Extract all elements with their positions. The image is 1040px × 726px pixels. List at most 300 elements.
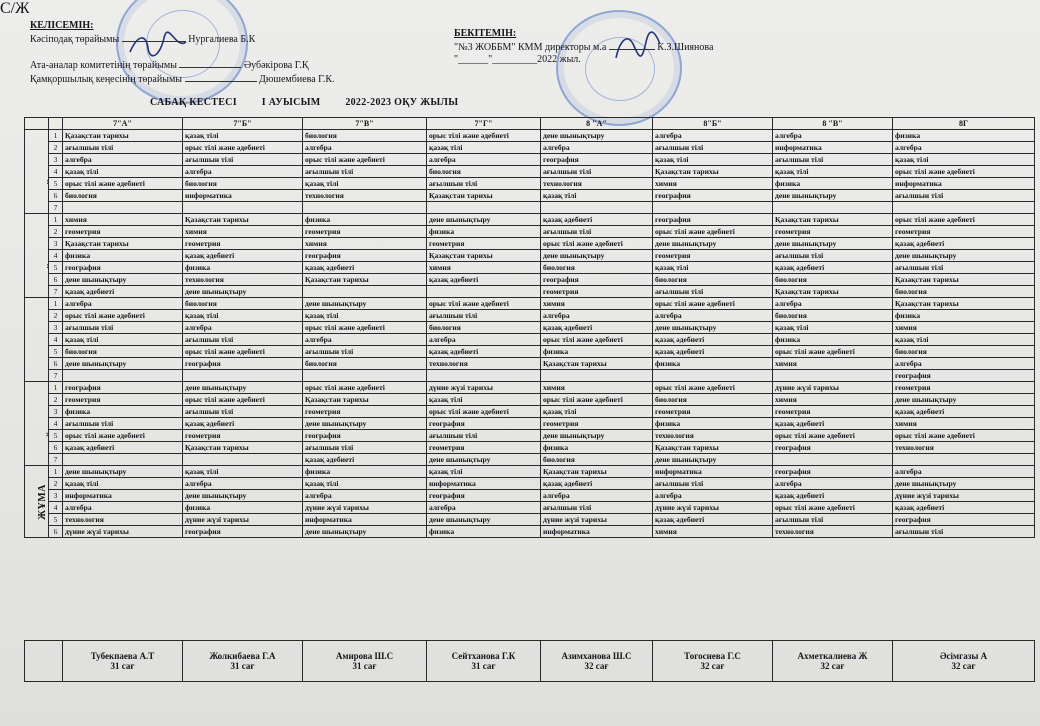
- lesson-cell: физика: [541, 346, 653, 358]
- lesson-cell: қазақ әдебиеті: [893, 502, 1035, 514]
- lesson-cell: ағылшын тілі: [183, 406, 303, 418]
- left-line3-name: Дюшембиева Г.К.: [259, 74, 335, 85]
- lesson-cell: дене шынықтыру: [63, 358, 183, 370]
- teacher-cell: [773, 641, 893, 682]
- lesson-cell: қазақ тілі: [541, 406, 653, 418]
- lesson-cell: орыс тілі және әдебиеті: [427, 406, 541, 418]
- lesson-cell: Қазақстан тарихы: [541, 358, 653, 370]
- teacher-name: Әсімгазы А: [939, 651, 988, 661]
- lesson-cell: ағылшын тілі: [303, 442, 427, 454]
- schedule-row: [25, 454, 1035, 466]
- lesson-cell: геометрия: [653, 250, 773, 262]
- lesson-cell: алгебра: [427, 154, 541, 166]
- schedule-row: [25, 298, 1035, 310]
- lesson-cell: технология: [427, 358, 541, 370]
- schedule-row: [25, 142, 1035, 154]
- teacher-hours: 31 сағ: [471, 661, 496, 671]
- lesson-cell: қазақ тілі: [303, 478, 427, 490]
- lesson-cell: ағылшын тілі: [427, 178, 541, 190]
- lesson-cell: дене шынықтыру: [427, 214, 541, 226]
- schedule-row: [25, 250, 1035, 262]
- lesson-cell: орыс тілі және әдебиеті: [427, 298, 541, 310]
- lesson-cell: биология: [653, 274, 773, 286]
- lesson-cell: дене шынықтыру: [893, 478, 1035, 490]
- lesson-cell: орыс тілі және әдебиеті: [893, 166, 1035, 178]
- lesson-cell: биология: [893, 286, 1035, 298]
- lesson-cell: алгебра: [541, 310, 653, 322]
- lesson-number: 6: [49, 526, 63, 538]
- lesson-cell: дене шынықтыру: [183, 490, 303, 502]
- class-header-3: 7"Г": [427, 118, 541, 130]
- class-header-5: 8"Б": [653, 118, 773, 130]
- day-label: [25, 130, 49, 214]
- teacher-cell: [893, 641, 1035, 682]
- lesson-cell: алгебра: [653, 490, 773, 502]
- lesson-cell: геометрия: [63, 394, 183, 406]
- lesson-cell: химия: [63, 214, 183, 226]
- lesson-number: 6: [49, 274, 63, 286]
- lesson-number: 4: [49, 502, 63, 514]
- lesson-cell: ағылшын тілі: [183, 154, 303, 166]
- right-line1-text: "№3 ЖОББМ" КММ директоры м.а: [454, 42, 607, 53]
- teacher-footer-row: [25, 641, 1035, 682]
- lesson-cell: алгебра: [893, 142, 1035, 154]
- lesson-cell: Қазақстан тарихы: [303, 394, 427, 406]
- lesson-cell: география: [303, 250, 427, 262]
- schedule-row: [25, 286, 1035, 298]
- lesson-cell: технология: [773, 526, 893, 538]
- teacher-hours: 31 сағ: [110, 661, 135, 671]
- schedule-row: [25, 262, 1035, 274]
- lesson-cell: химия: [541, 382, 653, 394]
- schedule-row: [25, 322, 1035, 334]
- day-label: [25, 466, 49, 538]
- lesson-cell: Қазақстан тарихы: [541, 466, 653, 478]
- title-year: 2022-2023 ОҚУ ЖЫЛЫ: [345, 97, 459, 108]
- lesson-cell: геометрия: [893, 382, 1035, 394]
- lesson-cell: биология: [773, 274, 893, 286]
- teacher-cell: [427, 641, 541, 682]
- lesson-cell: геометрия: [303, 226, 427, 238]
- lesson-cell: қазақ әдебиеті: [427, 274, 541, 286]
- lesson-cell: [653, 202, 773, 214]
- lesson-cell: дене шынықтыру: [183, 382, 303, 394]
- lesson-cell: қазақ тілі: [427, 466, 541, 478]
- lesson-cell: қазақ тілі: [427, 394, 541, 406]
- lesson-cell: физика: [427, 226, 541, 238]
- lesson-cell: дене шынықтыру: [541, 250, 653, 262]
- lesson-cell: дүние жүзі тарихы: [653, 502, 773, 514]
- lesson-cell: ағылшын тілі: [773, 154, 893, 166]
- lesson-number: 4: [49, 250, 63, 262]
- lesson-number: 7: [49, 454, 63, 466]
- day-label: [25, 382, 49, 466]
- schedule-row: [25, 334, 1035, 346]
- lesson-cell: алгебра: [427, 502, 541, 514]
- lesson-cell: дүние жүзі тарихы: [773, 382, 893, 394]
- lesson-number: 5: [49, 178, 63, 190]
- day-label: [25, 214, 49, 298]
- teacher-name: Тогосиева Г.С: [684, 651, 741, 661]
- lesson-cell: алгебра: [773, 298, 893, 310]
- lesson-cell: қазақ әдебиеті: [63, 286, 183, 298]
- lesson-cell: Қазақстан тарихы: [893, 274, 1035, 286]
- lesson-number: 4: [49, 334, 63, 346]
- lesson-cell: қазақ тілі: [63, 334, 183, 346]
- lesson-cell: [183, 370, 303, 382]
- lesson-cell: дене шынықтыру: [427, 454, 541, 466]
- schedule-row: [25, 190, 1035, 202]
- schedule-row: [25, 370, 1035, 382]
- lesson-cell: алгебра: [63, 502, 183, 514]
- lesson-cell: ағылшын тілі: [541, 226, 653, 238]
- lesson-cell: [893, 454, 1035, 466]
- lesson-cell: [63, 370, 183, 382]
- class-header-6: 8 "В": [773, 118, 893, 130]
- lesson-cell: технология: [303, 190, 427, 202]
- lesson-cell: география: [183, 526, 303, 538]
- lesson-number: 6: [49, 442, 63, 454]
- lesson-cell: ағылшын тілі: [893, 526, 1035, 538]
- schedule-row: [25, 130, 1035, 142]
- lesson-cell: дене шынықтыру: [303, 418, 427, 430]
- lesson-cell: геометрия: [893, 226, 1035, 238]
- lesson-cell: дене шынықтыру: [541, 430, 653, 442]
- class-header-2: 7"В": [303, 118, 427, 130]
- lesson-cell: орыс тілі және әдебиеті: [893, 214, 1035, 226]
- approval-right-title: БЕКІТЕМІН:: [454, 28, 517, 39]
- class-header-7: 8Г: [893, 118, 1035, 130]
- lesson-cell: физика: [653, 418, 773, 430]
- lesson-number: 1: [49, 298, 63, 310]
- lesson-cell: география: [303, 430, 427, 442]
- lesson-cell: орыс тілі және әдебиеті: [303, 382, 427, 394]
- lesson-cell: [653, 370, 773, 382]
- schedule-row: [25, 310, 1035, 322]
- lesson-cell: дене шынықтыру: [773, 238, 893, 250]
- lesson-cell: қазақ тілі: [653, 154, 773, 166]
- lesson-cell: физика: [63, 406, 183, 418]
- lesson-cell: физика: [427, 526, 541, 538]
- lesson-cell: алгебра: [773, 130, 893, 142]
- lesson-cell: информатика: [773, 142, 893, 154]
- schedule-row: [25, 406, 1035, 418]
- lesson-cell: физика: [183, 502, 303, 514]
- footer-label: С/Ж: [0, 0, 30, 17]
- left-line1-name: Нургалиева Б.К: [188, 34, 256, 45]
- schedule-row: [25, 166, 1035, 178]
- lesson-number: 5: [49, 430, 63, 442]
- lesson-cell: Қазақстан тарихы: [63, 130, 183, 142]
- lesson-cell: қазақ әдебиеті: [183, 418, 303, 430]
- lesson-number: 6: [49, 190, 63, 202]
- lesson-number: 3: [49, 322, 63, 334]
- lesson-cell: ағылшын тілі: [303, 166, 427, 178]
- lesson-cell: физика: [893, 130, 1035, 142]
- lesson-number: 3: [49, 238, 63, 250]
- teacher-cell: [183, 641, 303, 682]
- lesson-cell: қазақ тілі: [183, 466, 303, 478]
- schedule-title: [150, 97, 480, 108]
- lesson-cell: география: [773, 442, 893, 454]
- lesson-cell: геометрия: [63, 226, 183, 238]
- lesson-cell: ағылшын тілі: [541, 166, 653, 178]
- lesson-cell: алгебра: [541, 490, 653, 502]
- lesson-cell: химия: [303, 238, 427, 250]
- lesson-cell: қазақ тілі: [773, 322, 893, 334]
- lesson-cell: биология: [63, 346, 183, 358]
- lesson-cell: қазақ әдебиеті: [303, 454, 427, 466]
- lesson-cell: дене шынықтыру: [893, 394, 1035, 406]
- lesson-cell: алгебра: [893, 358, 1035, 370]
- teacher-name: Амирова Ш.С: [335, 651, 394, 661]
- title-shift: І АУЫСЫМ: [261, 97, 321, 108]
- lesson-cell: география: [183, 358, 303, 370]
- lesson-cell: орыс тілі және әдебиеті: [303, 154, 427, 166]
- teacher-cell: [653, 641, 773, 682]
- lesson-cell: биология: [303, 358, 427, 370]
- lesson-cell: химия: [773, 394, 893, 406]
- lesson-cell: биология: [773, 310, 893, 322]
- lesson-cell: алгебра: [893, 466, 1035, 478]
- lesson-cell: ағылшын тілі: [773, 250, 893, 262]
- approval-left-title: КЕЛІСЕМІН:: [30, 20, 94, 31]
- lesson-number: 5: [49, 346, 63, 358]
- lesson-cell: қазақ тілі: [653, 262, 773, 274]
- schedule-row: [25, 466, 1035, 478]
- lesson-cell: Қазақстан тарихы: [183, 214, 303, 226]
- lesson-cell: география: [427, 490, 541, 502]
- lesson-cell: дене шынықтыру: [893, 250, 1035, 262]
- teacher-name: Азимханова Ш.С: [561, 651, 632, 661]
- teacher-cell: [63, 641, 183, 682]
- lesson-cell: орыс тілі және әдебиеті: [773, 346, 893, 358]
- lesson-cell: география: [63, 382, 183, 394]
- lesson-cell: дене шынықтыру: [303, 298, 427, 310]
- lesson-cell: дене шынықтыру: [183, 286, 303, 298]
- lesson-number: 6: [49, 358, 63, 370]
- teacher-footer: [24, 640, 1035, 682]
- lesson-cell: геометрия: [183, 238, 303, 250]
- lesson-cell: информатика: [653, 466, 773, 478]
- lesson-cell: информатика: [63, 490, 183, 502]
- left-line1-label: Кәсіподақ төрайымы: [30, 34, 120, 45]
- lesson-cell: Қазақстан тарихы: [653, 166, 773, 178]
- lesson-cell: алгебра: [183, 478, 303, 490]
- schedule-row: [25, 502, 1035, 514]
- lesson-cell: ағылшын тілі: [653, 286, 773, 298]
- lesson-number: 2: [49, 394, 63, 406]
- lesson-cell: қазақ тілі: [893, 154, 1035, 166]
- right-line1-name: К.З.Шиянова: [657, 42, 714, 53]
- schedule-row: [25, 346, 1035, 358]
- lesson-cell: алгебра: [541, 142, 653, 154]
- day-name: ЖҰМА: [36, 483, 48, 520]
- schedule-row: [25, 526, 1035, 538]
- teacher-hours: 31 сағ: [230, 661, 255, 671]
- approval-left-line-1: [30, 34, 255, 46]
- lesson-cell: ағылшын тілі: [427, 310, 541, 322]
- lesson-cell: геометрия: [541, 418, 653, 430]
- lesson-cell: информатика: [303, 514, 427, 526]
- lesson-cell: [303, 286, 427, 298]
- lesson-cell: орыс тілі және әдебиеті: [183, 394, 303, 406]
- lesson-cell: алгебра: [63, 298, 183, 310]
- lesson-cell: ағылшын тілі: [653, 142, 773, 154]
- lesson-cell: орыс тілі және әдебиеті: [773, 430, 893, 442]
- lesson-cell: алгебра: [183, 322, 303, 334]
- lesson-cell: дүние жүзі тарихы: [893, 490, 1035, 502]
- lesson-cell: технология: [541, 178, 653, 190]
- lesson-cell: ағылшын тілі: [427, 430, 541, 442]
- lesson-cell: қазақ әдебиеті: [541, 322, 653, 334]
- schedule-row: [25, 430, 1035, 442]
- lesson-cell: дене шынықтыру: [541, 130, 653, 142]
- lesson-cell: орыс тілі және әдебиеті: [541, 394, 653, 406]
- lesson-number: 2: [49, 142, 63, 154]
- lesson-cell: [183, 202, 303, 214]
- teacher-cell: [303, 641, 427, 682]
- lesson-cell: қазақ тілі: [427, 142, 541, 154]
- lesson-cell: алгебра: [303, 142, 427, 154]
- teacher-name: Сейтханова Г.К: [451, 651, 516, 661]
- lesson-cell: информатика: [893, 178, 1035, 190]
- lesson-cell: ағылшын тілі: [893, 190, 1035, 202]
- lesson-cell: химия: [893, 322, 1035, 334]
- lesson-cell: биология: [183, 178, 303, 190]
- schedule-row: [25, 418, 1035, 430]
- lesson-cell: биология: [541, 262, 653, 274]
- lesson-cell: Қазақстан тарихы: [63, 238, 183, 250]
- lesson-cell: Қазақстан тарихы: [773, 214, 893, 226]
- teacher-hours: 31 сағ: [352, 661, 377, 671]
- lesson-cell: технология: [63, 514, 183, 526]
- lesson-cell: технология: [183, 274, 303, 286]
- lesson-cell: ағылшын тілі: [893, 262, 1035, 274]
- lesson-cell: дүние жүзі тарихы: [63, 526, 183, 538]
- lesson-cell: алгебра: [653, 310, 773, 322]
- approval-right-line-1: [454, 42, 713, 54]
- lesson-cell: дене шынықтыру: [653, 322, 773, 334]
- lesson-cell: [427, 370, 541, 382]
- lesson-cell: технология: [653, 430, 773, 442]
- lesson-cell: қазақ әдебиеті: [183, 250, 303, 262]
- lesson-cell: дене шынықтыру: [63, 274, 183, 286]
- lesson-number: 1: [49, 466, 63, 478]
- lesson-cell: Қазақстан тарихы: [183, 442, 303, 454]
- lesson-cell: [541, 202, 653, 214]
- teacher-cell: [541, 641, 653, 682]
- lesson-number: 2: [49, 226, 63, 238]
- lesson-cell: химия: [653, 526, 773, 538]
- left-line2-name: Әубәкірова Г.Қ: [243, 60, 309, 71]
- lesson-cell: [303, 202, 427, 214]
- lesson-cell: [303, 370, 427, 382]
- left-line3-label: Қамқоршылық кеңесінің төрайымы: [30, 74, 182, 85]
- lesson-cell: орыс тілі және әдебиеті: [653, 382, 773, 394]
- lesson-cell: ағылшын тілі: [653, 478, 773, 490]
- lesson-cell: геометрия: [541, 286, 653, 298]
- lesson-cell: биология: [893, 346, 1035, 358]
- lesson-cell: дүние жүзі тарихы: [541, 514, 653, 526]
- lesson-cell: алгебра: [773, 478, 893, 490]
- lesson-cell: қазақ тілі: [773, 166, 893, 178]
- lesson-cell: орыс тілі және әдебиеті: [427, 130, 541, 142]
- lesson-cell: орыс тілі және әдебиеті: [63, 178, 183, 190]
- schedule-row: [25, 514, 1035, 526]
- lesson-cell: дене шынықтыру: [653, 238, 773, 250]
- lesson-cell: физика: [183, 262, 303, 274]
- lesson-number: 7: [49, 370, 63, 382]
- lesson-cell: [773, 202, 893, 214]
- teacher-hours: 32 сағ: [584, 661, 609, 671]
- lesson-cell: информатика: [427, 478, 541, 490]
- lesson-cell: дүние жүзі тарихы: [183, 514, 303, 526]
- lesson-number: 5: [49, 514, 63, 526]
- lesson-cell: қазақ тілі: [183, 130, 303, 142]
- lesson-cell: геометрия: [427, 238, 541, 250]
- lesson-cell: биология: [653, 394, 773, 406]
- lesson-cell: Қазақстан тарихы: [303, 274, 427, 286]
- lesson-number: 1: [49, 214, 63, 226]
- lesson-number: 3: [49, 406, 63, 418]
- lesson-cell: [427, 286, 541, 298]
- lesson-cell: алгебра: [427, 334, 541, 346]
- lesson-number: 3: [49, 490, 63, 502]
- lesson-cell: Қазақстан тарихы: [653, 442, 773, 454]
- lesson-cell: [427, 202, 541, 214]
- lesson-cell: биология: [63, 190, 183, 202]
- lesson-cell: ағылшын тілі: [63, 322, 183, 334]
- lesson-cell: ағылшын тілі: [63, 142, 183, 154]
- teacher-hours: 32 сағ: [820, 661, 845, 671]
- lesson-cell: қазақ тілі: [63, 166, 183, 178]
- lesson-cell: география: [541, 154, 653, 166]
- lesson-cell: орыс тілі және әдебиеті: [541, 334, 653, 346]
- lesson-cell: ағылшын тілі: [63, 418, 183, 430]
- lesson-cell: қазақ әдебиеті: [893, 406, 1035, 418]
- lesson-cell: ағылшын тілі: [541, 502, 653, 514]
- lesson-cell: қазақ әдебиеті: [541, 214, 653, 226]
- schedule-row: [25, 202, 1035, 214]
- teacher-hours: 32 сағ: [951, 661, 976, 671]
- lesson-cell: Қазақстан тарихы: [893, 298, 1035, 310]
- schedule-row: [25, 226, 1035, 238]
- lesson-cell: [183, 454, 303, 466]
- lesson-cell: [63, 202, 183, 214]
- lesson-number: 7: [49, 202, 63, 214]
- lesson-cell: физика: [773, 178, 893, 190]
- lesson-cell: қазақ тілі: [303, 178, 427, 190]
- lesson-cell: информатика: [541, 526, 653, 538]
- lesson-cell: дүние жүзі тарихы: [427, 382, 541, 394]
- lesson-cell: қазақ тілі: [303, 310, 427, 322]
- teacher-name: Жолкибаева Г.А: [209, 651, 276, 661]
- schedule-row: [25, 382, 1035, 394]
- lesson-cell: биология: [427, 322, 541, 334]
- lesson-number: 5: [49, 262, 63, 274]
- lesson-number: 3: [49, 154, 63, 166]
- lesson-cell: ағылшын тілі: [303, 346, 427, 358]
- lesson-cell: орыс тілі және әдебиеті: [303, 322, 427, 334]
- teacher-hours: 32 сағ: [700, 661, 725, 671]
- lesson-cell: физика: [773, 334, 893, 346]
- lesson-cell: химия: [653, 178, 773, 190]
- lesson-cell: қазақ әдебиеті: [303, 262, 427, 274]
- lesson-cell: дене шынықтыру: [653, 454, 773, 466]
- lesson-cell: физика: [63, 250, 183, 262]
- lesson-cell: информатика: [183, 190, 303, 202]
